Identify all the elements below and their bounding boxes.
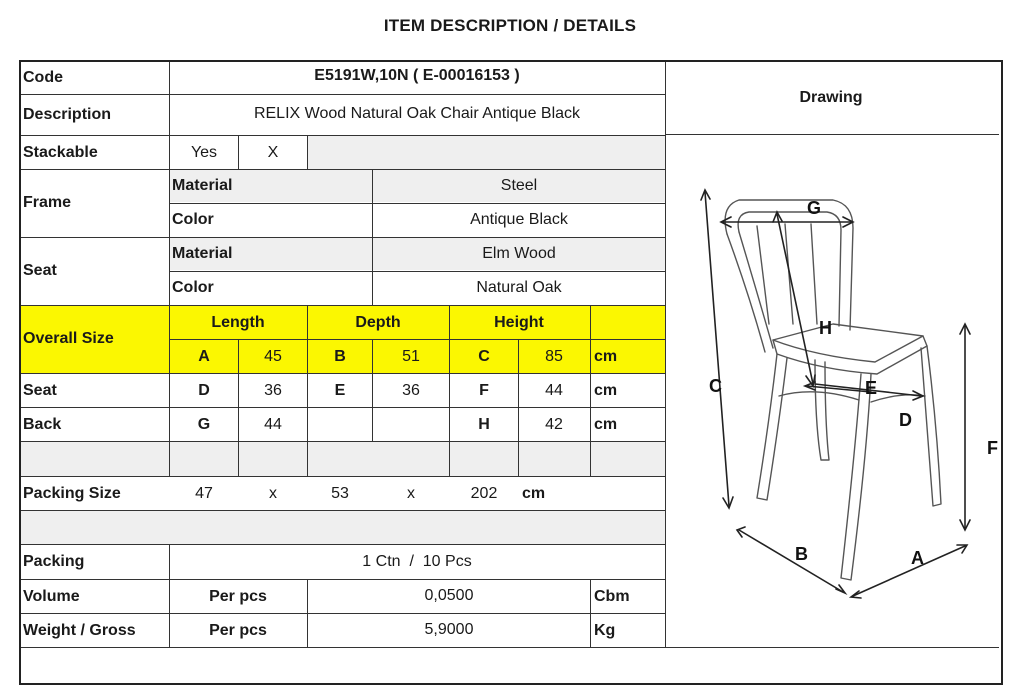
seat-material-value: Elm Wood [482, 245, 556, 262]
back-dims-unit: cm [594, 416, 618, 433]
drawing-letter-b: B [795, 544, 808, 564]
seat-color-value: Natural Oak [476, 279, 562, 296]
drawing-letter-h: H [819, 318, 832, 338]
weight-label: Weight / Gross [23, 622, 136, 639]
dim-line-c [705, 192, 729, 506]
document-title: ITEM DESCRIPTION / DETAILS [383, 16, 637, 35]
packing-depth: 53 [331, 485, 349, 502]
dim-c-value: 85 [545, 348, 563, 365]
volume-value: 0,0500 [424, 587, 474, 604]
chair-dimension-drawing [665, 134, 999, 647]
drawing-letter-d: D [899, 410, 912, 430]
description-value: RELIX Wood Natural Oak Chair Antique Black [253, 105, 581, 122]
frame-material-label: Material [172, 177, 233, 194]
frame-label: Frame [23, 194, 72, 211]
chair-seat-outline [773, 324, 923, 362]
frame-color-label: Color [172, 211, 214, 228]
depth-header: Depth [355, 314, 401, 331]
volume-unit: Cbm [594, 588, 630, 605]
drawing-letter-a: A [911, 548, 924, 568]
dim-line-h [777, 214, 813, 384]
dim-h-value: 42 [545, 416, 563, 433]
overall-unit: cm [594, 348, 618, 365]
chair-leg-front-left [757, 354, 787, 500]
frame-color-value: Antique Black [470, 211, 568, 228]
seat-dims-label: Seat [23, 382, 57, 399]
packing-x-2: x [407, 485, 415, 502]
chair-leg-back-right [921, 346, 941, 506]
weight-unit: Kg [594, 622, 616, 639]
chair-leg-back-left [815, 360, 829, 460]
stackable-label: Stackable [23, 144, 98, 161]
seat-dims-unit: cm [594, 382, 618, 399]
dim-d-value: 36 [264, 382, 282, 399]
dim-line-b [739, 530, 843, 592]
packing-x-1: x [269, 485, 277, 502]
dim-e-letter: E [334, 382, 346, 399]
description-label: Description [23, 106, 112, 123]
drawing-letter-c: C [709, 376, 722, 396]
length-header: Length [211, 314, 265, 331]
dim-a-value: 45 [264, 348, 282, 365]
weight-per: Per pcs [209, 622, 267, 639]
packing-size-label: Packing Size [23, 485, 121, 502]
dim-d-letter: D [198, 382, 210, 399]
volume-per: Per pcs [209, 588, 267, 605]
stackable-mark: X [267, 144, 279, 161]
dim-a-letter: A [198, 348, 210, 365]
code-value: E5191W,10N ( E-00016153 ) [314, 67, 520, 84]
frame-material-value: Steel [500, 177, 538, 194]
seat-material-label: Material [172, 245, 233, 262]
dim-g-value: 44 [264, 416, 282, 433]
packing-value: 1 Ctn / 10 Pcs [362, 553, 472, 570]
chair-backrest-outline [725, 200, 853, 330]
packing-width: 47 [195, 485, 213, 502]
dim-f-value: 44 [545, 382, 563, 399]
weight-value: 5,9000 [424, 621, 474, 638]
stackable-yes: Yes [190, 144, 218, 161]
dim-c-letter: C [478, 348, 490, 365]
dim-b-letter: B [334, 348, 346, 365]
dim-g-letter: G [197, 416, 211, 433]
drawing-letter-f: F [987, 438, 998, 458]
height-header: Height [494, 314, 544, 331]
dim-f-letter: F [479, 382, 489, 399]
drawing-letter-e: E [865, 378, 878, 398]
dim-line-a [853, 546, 965, 596]
seat-spec-label: Seat [23, 262, 57, 279]
dim-e-value: 36 [402, 382, 420, 399]
drawing-letter-g: G [807, 198, 822, 218]
back-dims-label: Back [23, 416, 62, 433]
dim-b-value: 51 [402, 348, 420, 365]
seat-color-label: Color [172, 279, 214, 296]
code-label: Code [23, 69, 63, 86]
chair-backrest-inner [738, 212, 841, 326]
overall-size-label: Overall Size [23, 330, 114, 347]
packing-height: 202 [470, 485, 498, 502]
drawing-label: Drawing [799, 89, 863, 106]
volume-label: Volume [23, 588, 80, 605]
packing-size-unit: cm [522, 485, 546, 502]
chair-backrest-slat [757, 224, 817, 324]
dim-h-letter: H [478, 416, 490, 433]
packing-label: Packing [23, 553, 85, 570]
item-spec-sheet [19, 60, 1001, 683]
chair-leg-front-right [841, 374, 871, 580]
